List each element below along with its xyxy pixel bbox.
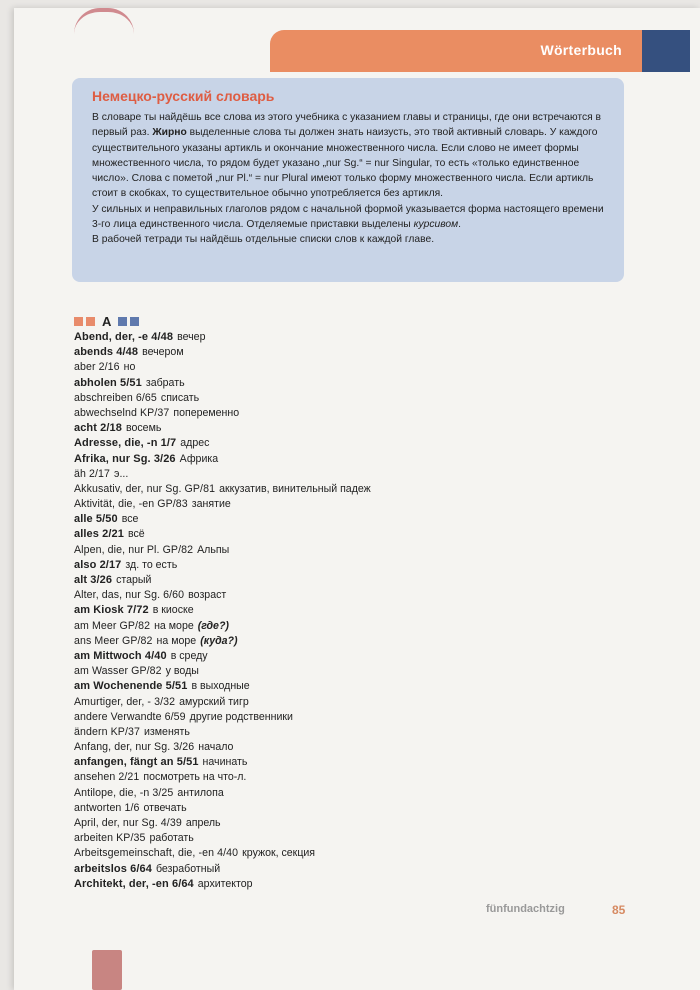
dictionary-entries xyxy=(74,330,634,892)
entry-translation: старый xyxy=(116,574,152,586)
dictionary-entry xyxy=(74,497,634,512)
header-blue-tab xyxy=(642,30,690,72)
dictionary-entry xyxy=(74,649,634,664)
entry-translation: работать xyxy=(149,832,194,845)
dictionary-entry xyxy=(74,436,634,451)
entry-german-word: am Wasser GP/82 xyxy=(74,665,162,678)
entry-translation: отвечать xyxy=(143,801,187,814)
dictionary-entry xyxy=(74,421,634,436)
dictionary-entry xyxy=(74,603,634,618)
entry-german-word: am Meer GP/82 xyxy=(74,619,151,632)
entry-translation: зд. то есть xyxy=(125,558,178,571)
dictionary-entry xyxy=(74,467,634,482)
entry-german-word: Aktivität, die, -en GP/83 xyxy=(74,498,188,511)
entry-german-word: Alpen, die, nur Pl. GP/82 xyxy=(74,543,194,556)
entry-translation: Африка xyxy=(179,452,219,465)
entry-german-word: am Kiosk 7/72 xyxy=(74,604,149,617)
entry-german-word: Akkusativ, der, nur Sg. GP/81 xyxy=(74,482,216,495)
section-title: Wörterbuch xyxy=(540,42,622,58)
entry-german-word: Alter, das, nur Sg. 6/60 xyxy=(74,589,185,602)
entry-german-word: antworten 1/6 xyxy=(74,801,140,814)
section-header-bar xyxy=(270,30,642,72)
dictionary-entry xyxy=(74,695,634,710)
entry-german-word: arbeiten KP/35 xyxy=(74,832,146,845)
entry-translation: другие родственники xyxy=(189,710,293,723)
dictionary-entry xyxy=(74,619,634,634)
intro-sentence: В рабочей тетради ты найдёшь отдельные списки слов к каждой главе. xyxy=(92,234,435,246)
entry-german-word: andere Verwandte 6/59 xyxy=(74,710,186,723)
entry-translation: амурский тигр xyxy=(179,695,249,708)
dictionary-entry xyxy=(74,801,634,816)
intro-sentence: выделенные слова ты должен знать наизусть, это твой активный словарь. У каждого существительного указаны артикль и окончание множественного числа. Если слово не имеет формы множественного числа, то рядом будет указано „nur Sg.“ = nur Singular, то есть «только единственное число». Слова с пометой „nur Pl.“ = nur Plural имеют только форму множественного числа. Если артикль стоит в скобках, то существительное обычно употребляется без артикля. xyxy=(92,127,598,200)
dictionary-entry xyxy=(74,406,634,421)
dictionary-entry xyxy=(74,679,634,694)
entry-translation: забрать xyxy=(145,376,185,389)
bookmark-ribbon xyxy=(92,950,122,990)
entry-translation: всё xyxy=(127,528,145,541)
entry-translation: в выходные xyxy=(191,680,250,693)
entry-translation: вечером xyxy=(142,346,184,359)
entry-translation: изменять xyxy=(144,725,190,738)
entry-translation: вечер xyxy=(177,331,206,343)
entry-german-word: alle 5/50 xyxy=(74,513,118,526)
dictionary-entry xyxy=(74,588,634,603)
dictionary-entry xyxy=(74,573,634,588)
entry-note: (куда?) xyxy=(200,634,238,647)
entry-translation: аккузатив, винительный падеж xyxy=(219,482,371,495)
entry-translation: в среду xyxy=(170,649,208,662)
entry-translation: все xyxy=(121,513,139,526)
entry-translation: посмотреть на что-л. xyxy=(143,771,247,784)
dictionary-entry xyxy=(74,816,634,831)
entry-german-word: Abend, der, -e 4/48 xyxy=(74,331,174,343)
intro-bold-word: Жирно xyxy=(152,127,187,139)
entry-german-word: abends 4/48 xyxy=(74,346,139,359)
intro-text xyxy=(92,110,606,248)
dictionary-entry xyxy=(74,391,634,406)
entry-german-word: abholen 5/51 xyxy=(74,376,142,389)
entry-german-word: acht 2/18 xyxy=(74,422,122,435)
dictionary-entry xyxy=(74,755,634,770)
dictionary-entry xyxy=(74,512,634,527)
entry-translation: архитектор xyxy=(197,877,253,890)
entry-translation: антилопа xyxy=(177,786,224,799)
dictionary-entry xyxy=(74,345,634,360)
entry-german-word: Antilope, die, -n 3/25 xyxy=(74,786,174,799)
entry-translation: апрель xyxy=(185,817,221,829)
dictionary-entry xyxy=(74,846,634,861)
entry-german-word: arbeitslos 6/64 xyxy=(74,862,152,875)
entry-translation: безработный xyxy=(155,862,221,875)
entry-german-word: Arbeitsgemeinschaft, die, -en 4/40 xyxy=(74,847,239,860)
dictionary-entry xyxy=(74,376,634,391)
entry-german-word: ändern KP/37 xyxy=(74,725,140,738)
entry-translation: но xyxy=(123,361,136,374)
entry-german-word: ansehen 2/21 xyxy=(74,771,140,784)
orange-square-icon xyxy=(86,317,95,326)
entry-german-word: Anfang, der, nur Sg. 3/26 xyxy=(74,741,195,754)
intro-title: Немецко-русский словарь xyxy=(92,88,275,104)
entry-german-word: Architekt, der, -en 6/64 xyxy=(74,877,194,890)
intro-sentence: В словаре ты найдёшь все слова из этого учебника с указанием главы и страницы, где они встречаются в первый раз. xyxy=(92,112,602,139)
blue-square-icon xyxy=(118,317,127,326)
dictionary-entry xyxy=(74,770,634,785)
letter-a: A xyxy=(102,313,112,329)
entry-translation: на море xyxy=(156,634,197,647)
dictionary-entry xyxy=(74,877,634,892)
entry-german-word: alles 2/21 xyxy=(74,528,124,541)
page-clip-decoration xyxy=(74,8,134,34)
entry-german-word: Afrika, nur Sg. 3/26 xyxy=(74,452,176,465)
orange-square-icon xyxy=(74,317,83,326)
entry-translation: адрес xyxy=(180,437,210,450)
entry-translation: возраст xyxy=(188,589,227,602)
entry-german-word: abwechselnd KP/37 xyxy=(74,406,170,419)
dictionary-entry xyxy=(74,482,634,497)
blue-square-icon xyxy=(130,317,139,326)
intro-info-box xyxy=(72,78,624,282)
entry-translation: восемь xyxy=(125,422,162,435)
entry-german-word: anfangen, fängt an 5/51 xyxy=(74,756,199,769)
dictionary-entry xyxy=(74,558,634,573)
page-number: 85 xyxy=(612,903,626,917)
intro-punct: . xyxy=(458,219,462,231)
entry-translation: попеременно xyxy=(173,406,240,419)
dictionary-entry xyxy=(74,330,634,345)
letter-heading xyxy=(74,314,139,328)
entry-german-word: abschreiben 6/65 xyxy=(74,391,157,404)
dictionary-entry xyxy=(74,725,634,740)
dictionary-entry xyxy=(74,664,634,679)
entry-translation: Альпы xyxy=(197,543,230,556)
entry-german-word: also 2/17 xyxy=(74,558,122,571)
intro-sentence: У сильных и неправильных глаголов рядом с начальной формой указывается форма настоящего времени 3-го лица единственного числа. Отделяемые приставки выделены xyxy=(92,203,604,231)
dictionary-entry xyxy=(74,634,634,649)
dictionary-entry xyxy=(74,527,634,542)
entry-german-word: April, der, nur Sg. 4/39 xyxy=(74,817,182,829)
entry-translation: списать xyxy=(160,391,200,404)
dictionary-entry xyxy=(74,360,634,375)
dictionary-entry xyxy=(74,543,634,558)
entry-translation: у воды xyxy=(165,665,199,678)
intro-italic-word: курсивом xyxy=(413,219,459,231)
entry-german-word: ans Meer GP/82 xyxy=(74,634,153,647)
dictionary-entry xyxy=(74,786,634,801)
dictionary-entry xyxy=(74,710,634,725)
entry-german-word: Adresse, die, -n 1/7 xyxy=(74,437,177,450)
entry-note: (где?) xyxy=(197,619,229,632)
entry-translation: кружок, секция xyxy=(242,847,316,860)
entry-translation: на море xyxy=(154,619,194,632)
entry-german-word: alt 3/26 xyxy=(74,574,113,586)
entry-german-word: Amurtiger, der, - 3/32 xyxy=(74,695,176,708)
page-number-word: fünfundachtzig xyxy=(486,903,565,915)
entry-translation: в киоске xyxy=(152,604,194,617)
dictionary-entry xyxy=(74,452,634,467)
entry-translation: начало xyxy=(198,741,234,754)
dictionary-entry xyxy=(74,740,634,755)
dictionary-entry xyxy=(74,831,634,846)
dictionary-entry xyxy=(74,862,634,877)
entry-german-word: aber 2/16 xyxy=(74,361,120,374)
entry-translation: э... xyxy=(114,467,129,480)
entry-german-word: am Wochenende 5/51 xyxy=(74,680,188,693)
entry-german-word: äh 2/17 xyxy=(74,467,111,480)
entry-german-word: am Mittwoch 4/40 xyxy=(74,649,167,662)
entry-translation: начинать xyxy=(202,756,248,769)
entry-translation: занятие xyxy=(191,498,231,511)
